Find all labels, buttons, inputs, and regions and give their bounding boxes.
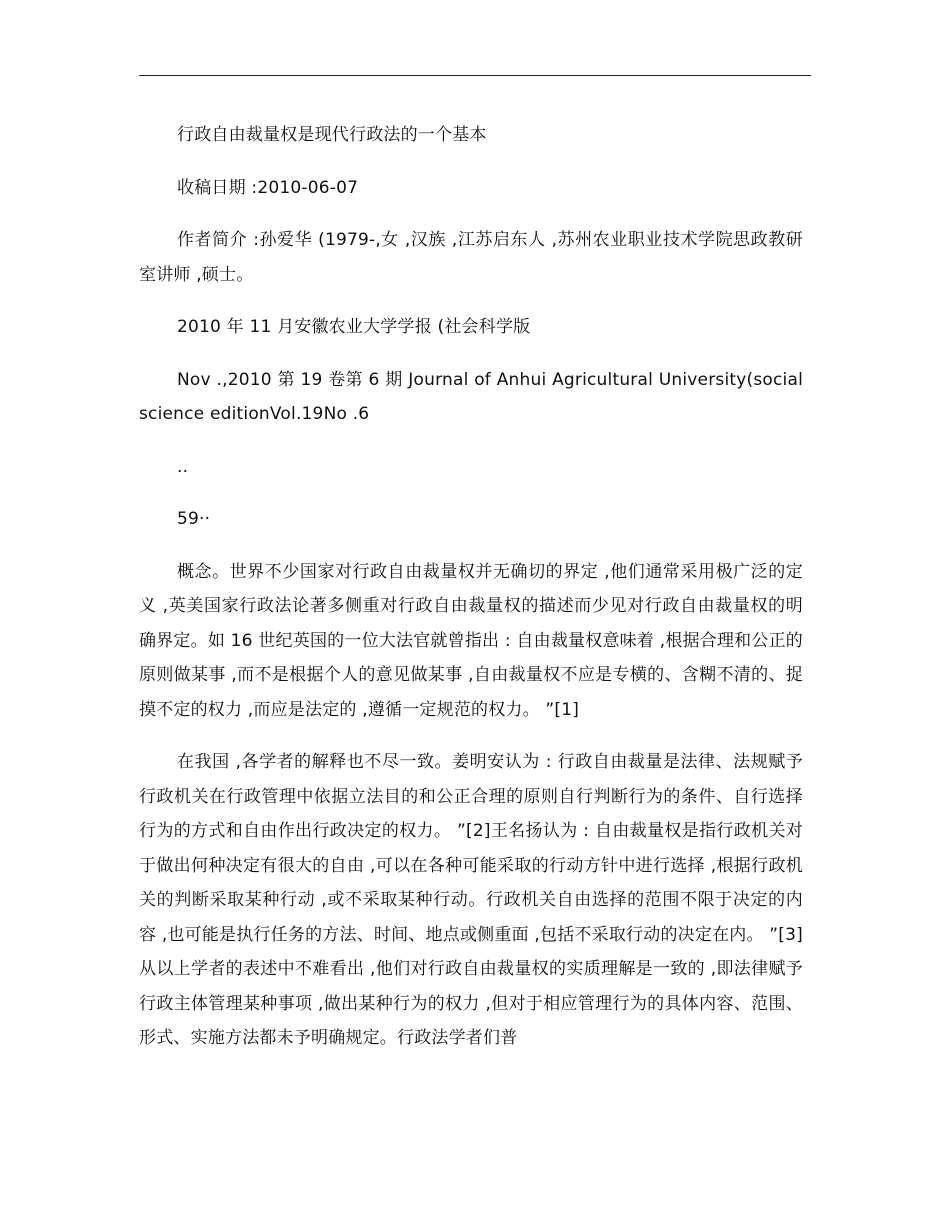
received-date: 收稿日期 :2010-06-07 <box>177 177 359 198</box>
document-body <box>139 118 803 1074</box>
journal-info-en: Nov .,2010 第 19 卷第 6 期 Journal of Anhui Agricultural University(social science editionVol.19No .6 <box>139 369 803 424</box>
title-line: 行政自由裁量权是现代行政法的一个基本 <box>177 125 487 145</box>
journal-info-cn: 2010 年 11 月安徽农业大学学报 (社会科学版 <box>177 317 531 337</box>
author-bio: 作者简介 :孙爱华 (1979-,女 ,汉族 ,江苏启东人 ,苏州农业职业技术学院思政教研室讲师 ,硕士。 <box>139 230 803 285</box>
header-rule <box>139 75 811 76</box>
page-number: 59·· <box>177 509 211 529</box>
body-paragraph-concept: 概念。世界不少国家对行政自由裁量权并无确切的界定 ,他们通常采用极广泛的定义 ,英美国家行政法论著多侧重对行政自由裁量权的描述而少见对行政自由裁量权的明确界定。如 16 世纪英国的一位大法官就曾指出 : 自由裁量权意味着 ,根据合理和公正的原则做某事 ,而不是根据个人的意见做某事 ,自由裁量权不应是专横的、含糊不清的、捉摸不定的权力 ,而应是法定的 ,遵循一定规范的权力。 ”[1] <box>139 561 803 720</box>
dots-marker: .. <box>177 456 189 477</box>
body-paragraph-china: 在我国 ,各学者的解释也不尽一致。姜明安认为 : 行政自由裁量是法律、法规赋予行政机关在行政管理中依据立法目的和公正合理的原则自行判断行为的条件、自行选择行为的方式和自由作出行政决定的权力。 ”[2]王名扬认为 : 自由裁量权是指行政机关对于做出何种决定有很大的自由 ,可以在各种可能采取的行动方针中进行选择 ,根据行政机关的判断采取某种行动 ,或不采取某种行动。行政机关自由选择的范围不限于决定的内容 ,也可能是执行任务的方法、时间、地点或侧重面 ,包括不采取行动的决定在内。 ”[3]从以上学者的表述中不难看出 ,他们对行政自由裁量权的实质理解是一致的 ,即法律赋予行政主体管理某种事项 ,做出某种行为的权力 ,但对于相应管理行为的具体内容、范围、形式、实施方法都未予明确规定。行政法学者们普 <box>139 752 803 1048</box>
